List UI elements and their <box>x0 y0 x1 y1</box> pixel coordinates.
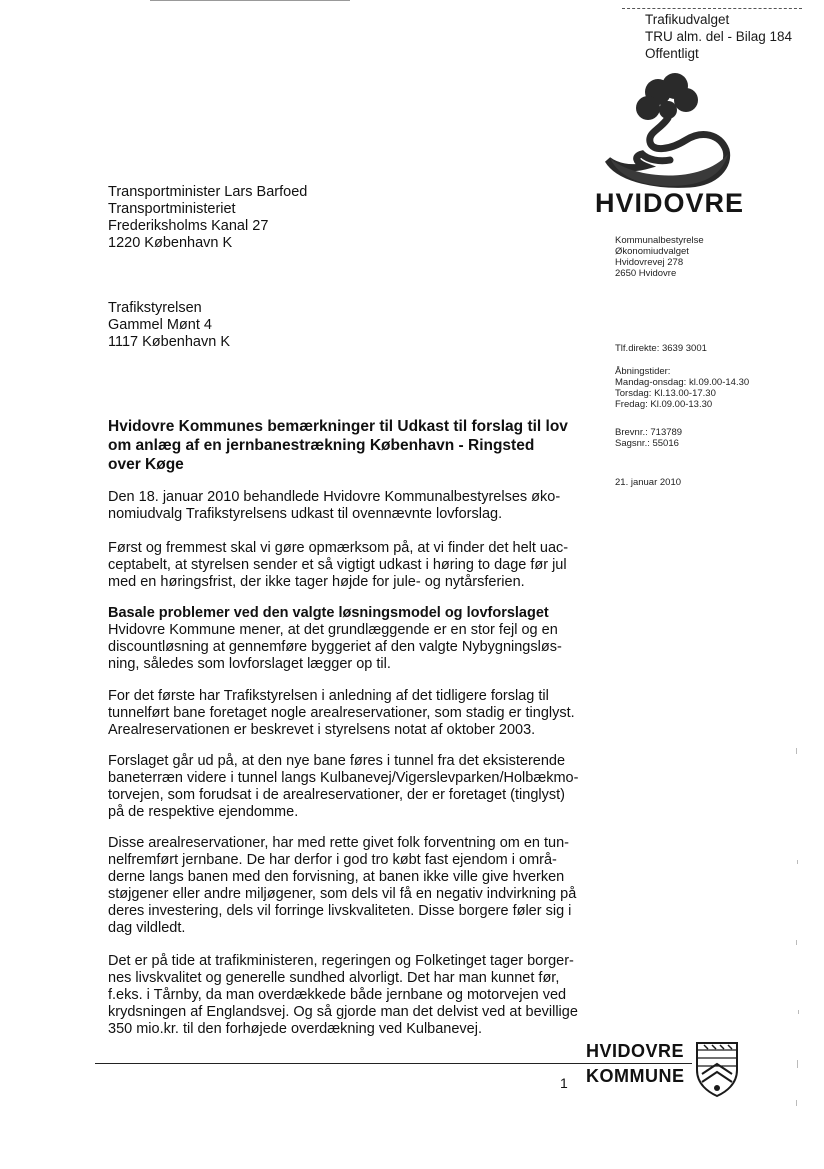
letter-subject <box>108 417 588 474</box>
opening-hours-title: Åbningstider: <box>615 366 671 377</box>
body-line: ceptabelt, at styrelsen sender et så vigtigt udkast i høring to dage før jul <box>108 557 567 573</box>
case-number: Sagsnr.: 55016 <box>615 438 679 449</box>
body-line: støjgener eller andre miljøgener, som dels vil få en negativ indvirkning på <box>108 886 577 902</box>
subject-line: om anlæg af en jernbanestrækning København - Ringsted <box>108 437 535 454</box>
scan-edge-line <box>150 0 350 1</box>
body-line: Hvidovre Kommune mener, at det grundlæggende er en stor fejl og en <box>108 622 558 638</box>
recipient-address-agency <box>108 300 230 351</box>
body-line: Den 18. januar 2010 behandlede Hvidovre Kommunalbestyrelses øko- <box>108 489 561 505</box>
body-line: dag vildledt. <box>108 920 186 936</box>
sender-line: Økonomiudvalget <box>615 246 689 257</box>
body-line: 350 mio.kr. til den forhøjede overdækning ved Kulbanevej. <box>108 1021 482 1037</box>
body-line: f.eks. i Tårnby, da man overdækkede både jernbane og motorvejen ved <box>108 987 567 1003</box>
recipient-line: Transportministeriet <box>108 201 236 217</box>
body-line: baneterræn videre i tunnel langs Kulbanevej/Vigerslevparken/Holbækmo- <box>108 770 579 786</box>
recipient-line: Frederiksholms Kanal 27 <box>108 218 269 234</box>
paragraph-2 <box>108 540 594 591</box>
letter-date: 21. januar 2010 <box>615 477 682 488</box>
brand-wordmark: HVIDOVRE <box>595 188 745 218</box>
subject-line: Hvidovre Kommunes bemærkninger til Udkast til forslag til lov <box>108 418 568 435</box>
recipient-line: Trafikstyrelsen <box>108 300 202 316</box>
sender-line: 2650 Hvidovre <box>615 268 677 279</box>
footer-brand-line-2: KOMMUNE <box>586 1066 685 1086</box>
paragraph-5 <box>108 753 594 821</box>
stamp-status: Offentligt <box>645 46 699 61</box>
scan-noise-decoration <box>790 740 804 1140</box>
recipient-address-ministry <box>108 184 307 252</box>
body-line: nes livskvalitet og generelle sundhed alvorligt. Det har man kunnet før, <box>108 970 560 986</box>
stamp-reference: TRU alm. del - Bilag 184 <box>645 29 793 44</box>
municipal-crest-icon <box>694 1040 740 1098</box>
body-line: nelfremført jernbane. De har derfor i god tro købt fast ejendom i områ- <box>108 852 557 868</box>
letter-number: Brevnr.: 713789 <box>615 427 683 438</box>
footer-rule <box>95 1063 692 1064</box>
sender-line: Kommunalbestyrelse <box>615 235 704 246</box>
footer-brand-line-1: HVIDOVRE <box>586 1041 685 1061</box>
body-line: krydsningen af Englandsvej. Og så gjorde man det delvist ved at bevillige <box>108 1004 578 1020</box>
paragraph-6 <box>108 835 594 937</box>
body-line: ning, således som lovforslaget lægger op til. <box>108 656 391 672</box>
opening-hours-line: Torsdag: Kl.13.00-17.30 <box>615 388 716 399</box>
opening-hours <box>615 366 749 410</box>
paragraph-4 <box>108 688 594 739</box>
archive-stamp <box>645 11 792 62</box>
sender-address <box>615 235 704 279</box>
body-line: Arealreservationen er beskrevet i styrelsens notat af oktober 2003. <box>108 722 536 738</box>
subject-line: over Køge <box>108 456 184 473</box>
body-line: deres investering, dels vil forringe livskvaliteten. Disse borgere føler sig i <box>108 903 572 919</box>
stamp-dashed-line <box>622 8 802 9</box>
recipient-line: Gammel Mønt 4 <box>108 317 212 333</box>
body-line: Disse arealreservationer, har med rette givet folk forventning om en tun- <box>108 835 570 851</box>
section-heading: Basale problemer ved den valgte løsningsmodel og lovforslaget <box>108 605 549 621</box>
opening-hours-line: Mandag-onsdag: kl.09.00-14.30 <box>615 377 750 388</box>
body-line: For det første har Trafikstyrelsen i anledning af det tidligere forslag til <box>108 688 549 704</box>
body-line: Det er på tide at trafikministeren, regeringen og Folketinget tager borger- <box>108 953 574 969</box>
body-line: derne langs banen med den forvisning, at banen ikke ville give hverken <box>108 869 565 885</box>
body-line: tunnelført bane foretaget nogle arealreservationer, som stadig er tinglyst. <box>108 705 575 721</box>
paragraph-1 <box>108 489 594 523</box>
recipient-line: Transportminister Lars Barfoed <box>108 184 308 200</box>
body-line: discountløsning at gennemføre byggeriet af den valgte Nybygningsløs- <box>108 639 562 655</box>
body-line: Først og fremmest skal vi gøre opmærksom på, at vi finder det helt uac- <box>108 540 569 556</box>
body-line: Forslaget går ud på, at den nye bane føres i tunnel fra det eksisterende <box>108 753 566 769</box>
recipient-line: 1220 København K <box>108 235 233 251</box>
sender-line: Hvidovrevej 278 <box>615 257 684 268</box>
body-line: nomiudvalg Trafikstyrelsens udkast til ovennævnte lovforslag. <box>108 506 503 522</box>
body-line: på de respektive ejendomme. <box>108 804 299 820</box>
paragraph-3 <box>108 605 594 673</box>
page-number: 1 <box>560 1075 568 1091</box>
body-line: med en høringsfrist, der ikke tager højde for jule- og nytårsferien. <box>108 574 525 590</box>
hvidovre-clover-logo-icon <box>590 70 740 190</box>
stamp-committee: Trafikudvalget <box>645 12 730 27</box>
contact-phone: Tlf.direkte: 3639 3001 <box>615 343 707 354</box>
body-line: torvejen, som forudsat i de arealreservationer, der er foretaget (tinglyst) <box>108 787 565 803</box>
paragraph-7 <box>108 953 594 1038</box>
recipient-line: 1117 København K <box>108 334 230 350</box>
opening-hours-line: Fredag: Kl.09.00-13.30 <box>615 399 713 410</box>
reference-numbers <box>615 427 682 449</box>
